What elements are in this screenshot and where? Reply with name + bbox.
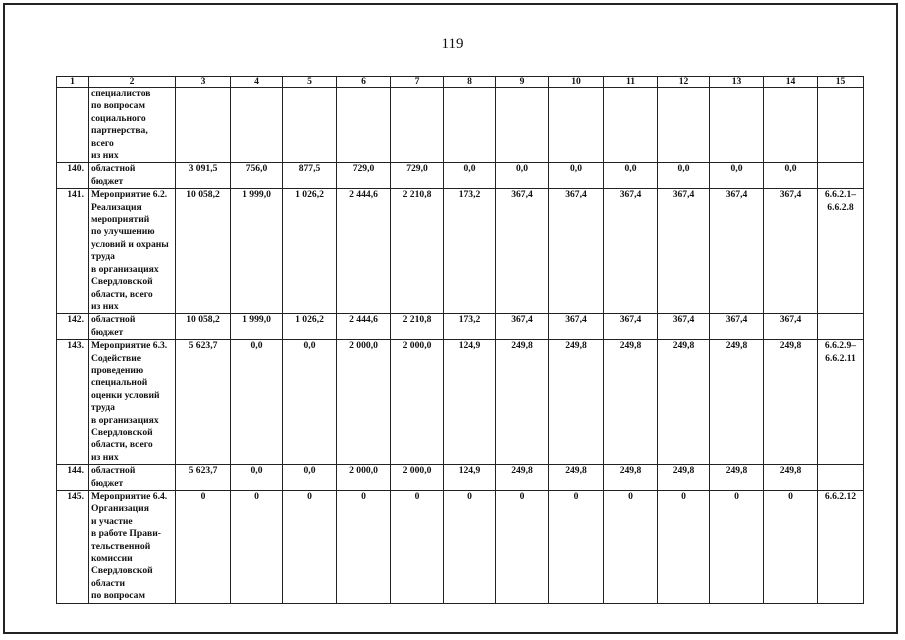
value-cell: 249,8 <box>710 465 764 491</box>
value-cell: 0 <box>391 491 444 604</box>
column-number-cell: 10 <box>549 77 604 88</box>
row-number: 144. <box>57 465 89 491</box>
table-row <box>57 314 864 340</box>
description-line: труда <box>91 402 115 414</box>
value-cell: 0,0 <box>658 163 710 189</box>
value-cell <box>337 88 391 163</box>
description-line: из них <box>91 300 119 312</box>
description-line: Свердловской <box>91 426 153 438</box>
description-line: Мероприятие 6.3. <box>91 340 168 352</box>
page-number: 119 <box>441 36 464 52</box>
description-line: в работе Прави- <box>91 528 161 540</box>
column-number-row <box>57 77 864 88</box>
table-row <box>57 163 864 189</box>
row-number <box>57 88 89 163</box>
description-line: проведению <box>91 364 144 376</box>
target-indicator-code <box>818 163 864 189</box>
value-cell: 2 000,0 <box>391 340 444 465</box>
value-cell: 0,0 <box>764 163 818 189</box>
description-line: в организациях <box>91 263 159 275</box>
description-line: мероприятий <box>91 214 150 226</box>
code-line: 6.6.2.1– <box>824 189 857 201</box>
column-number-cell: 6 <box>337 77 391 88</box>
table-row <box>57 88 864 163</box>
description-line: оценки условий <box>91 389 160 401</box>
description-line: из них <box>91 451 119 463</box>
value-cell: 729,0 <box>337 163 391 189</box>
value-cell: 0,0 <box>231 465 283 491</box>
description-line: всего <box>91 137 114 149</box>
value-cell: 5 623,7 <box>176 340 231 465</box>
description-line: бюджет <box>91 175 124 187</box>
value-cell: 367,4 <box>549 314 604 340</box>
value-cell: 249,8 <box>549 340 604 465</box>
value-cell: 367,4 <box>658 314 710 340</box>
value-cell: 877,5 <box>283 163 337 189</box>
value-cell: 0,0 <box>496 163 549 189</box>
value-cell: 1 026,2 <box>283 314 337 340</box>
value-cell: 2 000,0 <box>337 340 391 465</box>
value-cell: 2 000,0 <box>391 465 444 491</box>
value-cell <box>496 88 549 163</box>
row-number: 141. <box>57 189 89 314</box>
target-indicator-code <box>818 88 864 163</box>
value-cell: 249,8 <box>764 340 818 465</box>
value-cell: 0 <box>176 491 231 604</box>
row-number: 145. <box>57 491 89 604</box>
value-cell: 249,8 <box>604 465 658 491</box>
value-cell: 2 210,8 <box>391 189 444 314</box>
value-cell: 1 026,2 <box>283 189 337 314</box>
value-cell: 729,0 <box>391 163 444 189</box>
value-cell: 367,4 <box>710 314 764 340</box>
table-row <box>57 465 864 491</box>
value-cell: 367,4 <box>658 189 710 314</box>
description-line: области, всего <box>91 439 153 451</box>
value-cell: 124,9 <box>444 340 496 465</box>
description-line: областной <box>91 465 136 477</box>
description-line: областной <box>91 163 136 175</box>
description-line: специальной <box>91 377 148 389</box>
value-cell: 2 210,8 <box>391 314 444 340</box>
value-cell: 249,8 <box>710 340 764 465</box>
value-cell: 249,8 <box>604 340 658 465</box>
value-cell <box>391 88 444 163</box>
target-indicator-code <box>818 314 864 340</box>
value-cell <box>658 88 710 163</box>
description-line: Мероприятие 6.2. <box>91 189 168 201</box>
value-cell: 0,0 <box>283 340 337 465</box>
row-description <box>89 491 176 604</box>
row-number: 140. <box>57 163 89 189</box>
row-description <box>89 314 176 340</box>
value-cell: 2 444,6 <box>337 189 391 314</box>
value-cell: 0,0 <box>283 465 337 491</box>
column-number-cell: 8 <box>444 77 496 88</box>
table-row <box>57 491 864 604</box>
column-number-cell: 14 <box>764 77 818 88</box>
value-cell: 367,4 <box>496 314 549 340</box>
value-cell: 367,4 <box>604 314 658 340</box>
description-line: Содействие <box>91 352 142 364</box>
row-description <box>89 163 176 189</box>
column-number-cell: 11 <box>604 77 658 88</box>
target-indicator-code <box>818 491 864 604</box>
value-cell <box>176 88 231 163</box>
value-cell: 3 091,5 <box>176 163 231 189</box>
column-number-cell: 13 <box>710 77 764 88</box>
value-cell: 0,0 <box>710 163 764 189</box>
description-line: из них <box>91 150 119 162</box>
column-number-cell: 4 <box>231 77 283 88</box>
value-cell: 0 <box>658 491 710 604</box>
value-cell: 0,0 <box>549 163 604 189</box>
description-line: по вопросам <box>91 100 146 112</box>
value-cell: 0 <box>231 491 283 604</box>
value-cell: 10 058,2 <box>176 189 231 314</box>
column-number-cell: 15 <box>818 77 864 88</box>
target-indicator-code <box>818 189 864 314</box>
value-cell: 124,9 <box>444 465 496 491</box>
value-cell <box>549 88 604 163</box>
value-cell: 249,8 <box>658 340 710 465</box>
description-line: Свердловской <box>91 276 153 288</box>
row-number: 143. <box>57 340 89 465</box>
value-cell: 367,4 <box>549 189 604 314</box>
value-cell: 0 <box>710 491 764 604</box>
column-number-cell: 7 <box>391 77 444 88</box>
code-line: 6.6.2.12 <box>824 491 857 502</box>
value-cell: 0 <box>496 491 549 604</box>
value-cell: 367,4 <box>764 314 818 340</box>
value-cell: 2 444,6 <box>337 314 391 340</box>
description-line: комиссии <box>91 553 133 565</box>
value-cell: 0 <box>337 491 391 604</box>
column-number-cell: 12 <box>658 77 710 88</box>
code-line: 6.6.2.9– <box>824 340 857 352</box>
description-line: Свердловской <box>91 565 153 577</box>
value-cell <box>231 88 283 163</box>
description-line: условий и охраны <box>91 238 169 250</box>
value-cell: 0 <box>604 491 658 604</box>
value-cell <box>604 88 658 163</box>
value-cell: 0,0 <box>444 163 496 189</box>
value-cell: 5 623,7 <box>176 465 231 491</box>
value-cell <box>764 88 818 163</box>
row-description <box>89 88 176 163</box>
value-cell <box>444 88 496 163</box>
row-number: 142. <box>57 314 89 340</box>
description-line: специалистов <box>91 88 151 99</box>
value-cell: 249,8 <box>549 465 604 491</box>
table-row <box>57 189 864 314</box>
description-line: тельственной <box>91 540 151 552</box>
table-row <box>57 340 864 465</box>
row-description <box>89 340 176 465</box>
column-number-cell: 9 <box>496 77 549 88</box>
value-cell: 756,0 <box>231 163 283 189</box>
description-line: в организациях <box>91 414 159 426</box>
value-cell: 249,8 <box>496 340 549 465</box>
value-cell: 0 <box>764 491 818 604</box>
description-line: области <box>91 577 126 589</box>
description-line: области, всего <box>91 288 153 300</box>
code-line: 6.6.2.8 <box>827 201 854 213</box>
value-cell: 367,4 <box>764 189 818 314</box>
value-cell: 367,4 <box>604 189 658 314</box>
description-line: социального <box>91 112 146 124</box>
budget-table <box>56 76 864 604</box>
description-line: бюджет <box>91 477 124 489</box>
target-indicator-code <box>818 465 864 491</box>
value-cell: 173,2 <box>444 314 496 340</box>
value-cell: 0 <box>549 491 604 604</box>
description-line: бюджет <box>91 326 124 338</box>
value-cell: 1 999,0 <box>231 189 283 314</box>
description-line: областной <box>91 314 136 326</box>
column-number-cell: 5 <box>283 77 337 88</box>
column-number-cell: 2 <box>89 77 176 88</box>
value-cell: 249,8 <box>496 465 549 491</box>
value-cell: 249,8 <box>658 465 710 491</box>
code-line: 6.6.2.11 <box>825 352 856 364</box>
value-cell <box>283 88 337 163</box>
description-line: по вопросам <box>91 590 146 602</box>
row-description <box>89 465 176 491</box>
row-description <box>89 189 176 314</box>
value-cell: 367,4 <box>710 189 764 314</box>
description-line: по улучшению <box>91 226 155 238</box>
description-line: Мероприятие 6.4. <box>91 491 168 502</box>
value-cell: 0 <box>444 491 496 604</box>
target-indicator-code <box>818 340 864 465</box>
value-cell: 1 999,0 <box>231 314 283 340</box>
column-number-cell: 3 <box>176 77 231 88</box>
value-cell: 0 <box>283 491 337 604</box>
value-cell: 249,8 <box>764 465 818 491</box>
value-cell: 0,0 <box>604 163 658 189</box>
value-cell: 173,2 <box>444 189 496 314</box>
description-line: Организация <box>91 503 149 515</box>
description-line: труда <box>91 251 115 263</box>
value-cell: 2 000,0 <box>337 465 391 491</box>
description-line: Реализация <box>91 201 142 213</box>
description-line: партнерства, <box>91 125 148 137</box>
value-cell: 10 058,2 <box>176 314 231 340</box>
description-line: и участие <box>91 515 133 527</box>
column-number-cell: 1 <box>57 77 89 88</box>
value-cell <box>710 88 764 163</box>
value-cell: 0,0 <box>231 340 283 465</box>
value-cell: 367,4 <box>496 189 549 314</box>
